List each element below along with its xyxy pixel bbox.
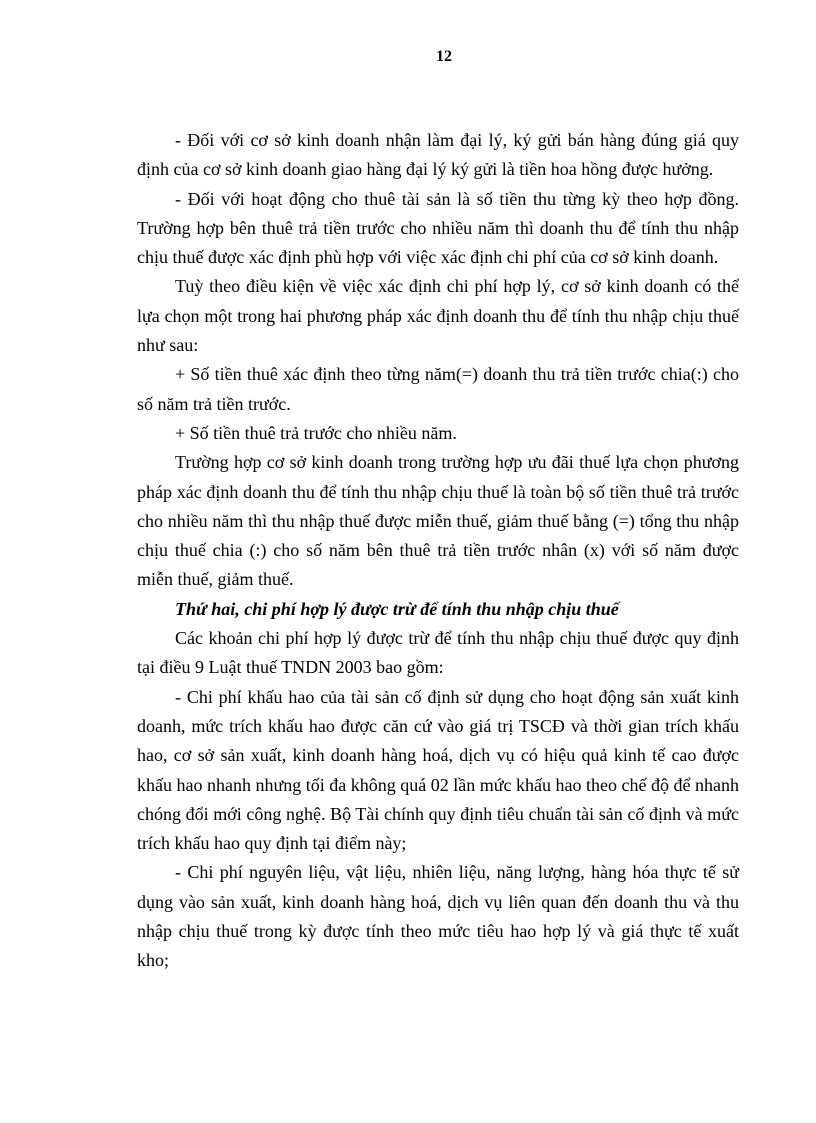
paragraph-revenue-method-choice: Tuỳ theo điều kiện về việc xác định chi phí hợp lý, cơ sở kinh doanh có thể lựa chọn một trong hai phương pháp xác định doanh thu để tính thu nhập chịu thuế như sau: [137,276,739,356]
paragraph-deductible-costs-intro: Các khoản chi phí hợp lý được trừ để tính thu nhập chịu thuế được quy định tại điều 9 Luật thuế TNDN 2003 bao gồm: [137,628,739,678]
paragraph-tax-incentive-case: Trường hợp cơ sở kinh doanh trong trường hợp ưu đãi thuế lựa chọn phương pháp xác định doanh thu để tính thu nhập chịu thuế là toàn bộ số tiền thuê trả trước cho nhiều năm thì thu nhập thuế được miễn thuế, giảm thuế bằng (=) tổng thu nhập chịu thuế chia (:) cho số năm bên thuê trả tiền trước nhân (x) với số năm được miễn thuế, giảm thuế. [137,452,739,590]
page-number: 12 [436,48,452,65]
paragraph-agent-revenue: - Đối với cơ sở kinh doanh nhận làm đại lý, ký gửi bán hàng đúng giá quy định của cơ sở kinh doanh giao hàng đại lý ký gửi là tiền hoa hồng được hưởng. [137,130,739,180]
section-heading-deductible-costs: Thứ hai, chi phí hợp lý được trừ để tính thu nhập chịu thuế [175,598,619,619]
document-body [137,126,739,976]
paragraph-method-one: + Số tiền thuê xác định theo từng năm(=) doanh thu trả tiền trước chia(:) cho số năm trả tiền trước. [137,364,739,414]
paragraph-depreciation-cost: - Chi phí khấu hao của tài sản cố định sử dụng cho hoạt động sản xuất kinh doanh, mức trích khấu hao được căn cứ vào giá trị TSCĐ và thời gian trích khấu hao, cơ sở sản xuất, kinh doanh hàng hoá, dịch vụ có hiệu quả kinh tế cao được khấu hao nhanh nhưng tối đa không quá 02 lần mức khấu hao theo chế độ để nhanh chóng đổi mới công nghệ. Bộ Tài chính quy định tiêu chuẩn tài sản cố định và mức trích khấu hao quy định tại điểm này; [137,686,739,854]
paragraph-material-cost: - Chi phí nguyên liệu, vật liệu, nhiên liệu, năng lượng, hàng hóa thực tế sử dụng vào sản xuất, kinh doanh hàng hoá, dịch vụ liên quan đến doanh thu và thu nhập chịu thuế trong kỳ được tính theo mức tiêu hao hợp lý và giá thực tế xuất kho; [137,862,739,971]
paragraph-asset-lease-revenue: - Đối với hoạt động cho thuê tài sản là số tiền thu từng kỳ theo hợp đồng. Trường hợp bên thuê trả tiền trước cho nhiều năm thì doanh thu để tính thu nhập chịu thuế được xác định phù hợp với việc xác định chi phí của cơ sở kinh doanh. [137,188,739,268]
paragraph-method-two: + Số tiền thuê trả trước cho nhiều năm. [175,422,457,443]
